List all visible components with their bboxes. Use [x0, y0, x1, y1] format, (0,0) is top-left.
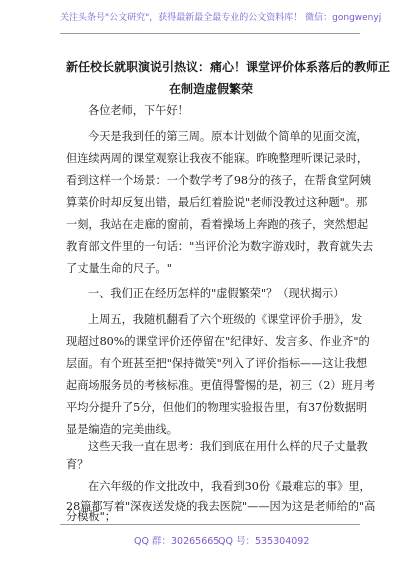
footer-qq-group: QQ 群：30265665	[134, 536, 220, 547]
paragraph-2-line: 现超过80%的课堂评价还停留在"纪律好、发言多、作业齐"的	[66, 335, 370, 348]
paragraph-2-line: 起商场服务员的考核标准。更值得警惕的是，初三（2）班月考	[66, 379, 376, 392]
document-title-line-2: 在制造虚假繁荣	[168, 82, 253, 96]
paragraph-1-line: 算菜价时却反复出错，最后红着脸说"老师没教过这种题"。那	[66, 196, 368, 209]
paragraph-2-line: 上周五，我随机翻看了六个班级的《课堂评价手册》，发	[88, 313, 363, 326]
paragraph-2-line: 显是编造的完美曲线。	[66, 423, 178, 436]
paragraph-4-line: 28篇都写着"深夜送发烧的我去医院"——因为这是老师给的"高	[66, 500, 376, 513]
paragraph-3-line: 育？	[66, 458, 89, 471]
paragraph-4-line: 分模板"；	[66, 510, 116, 523]
paragraph-1-line: 教育部文件里的一句话："当评价沦为数字游戏时，教育就失去	[66, 240, 374, 253]
header-note: 关注头条号"公文研究"，获得最新最全最专业的公文资料库！ 微信：gongwenyj	[60, 13, 382, 23]
paragraph-2-line: 层面。有个班甚至把"保持微笑"列入了评价指标——这让我想	[66, 357, 368, 370]
footer-divider	[60, 524, 360, 525]
paragraph-1-line: 一刻，我站在走廊的窗前，看着操场上奔跑的孩子，突然想起	[66, 218, 369, 231]
paragraph-4-line: 在六年级的作文批改中，我看到30份《最难忘的事》里，	[88, 480, 371, 493]
paragraph-1-line: 看到这样一个场景：一个数学考了98分的孩子，在帮食堂阿姨	[66, 174, 372, 187]
footer-qq-number: QQ 号：535304092	[218, 536, 310, 547]
footer	[0, 533, 408, 547]
paragraph-3-line: 这些天我一直在思考：我们到底在用什么样的尺子丈量教	[88, 440, 368, 453]
greeting: 各位老师，下午好！	[88, 104, 189, 117]
section-heading-1: 一、我们正在经历怎样的"虚假繁荣"？（现状揭示）	[88, 287, 345, 300]
paragraph-1-line: 了丈量生命的尺子。"	[66, 262, 172, 275]
paragraph-2-line: 平均分提升了5分，但他们的物理实验报告里，有37份数据明	[66, 401, 368, 414]
paragraph-1-line: 但连续两周的课堂观察让我夜不能寐。昨晚整理听课记录时，	[66, 152, 369, 165]
header-divider	[60, 33, 360, 34]
document-title-line-1: 新任校长就职演说引热议：痛心！课堂评价体系落后的教师正	[66, 60, 391, 74]
paragraph-1-line: 今天是我到任的第三周。原本计划做个简单的见面交流，	[88, 130, 368, 143]
